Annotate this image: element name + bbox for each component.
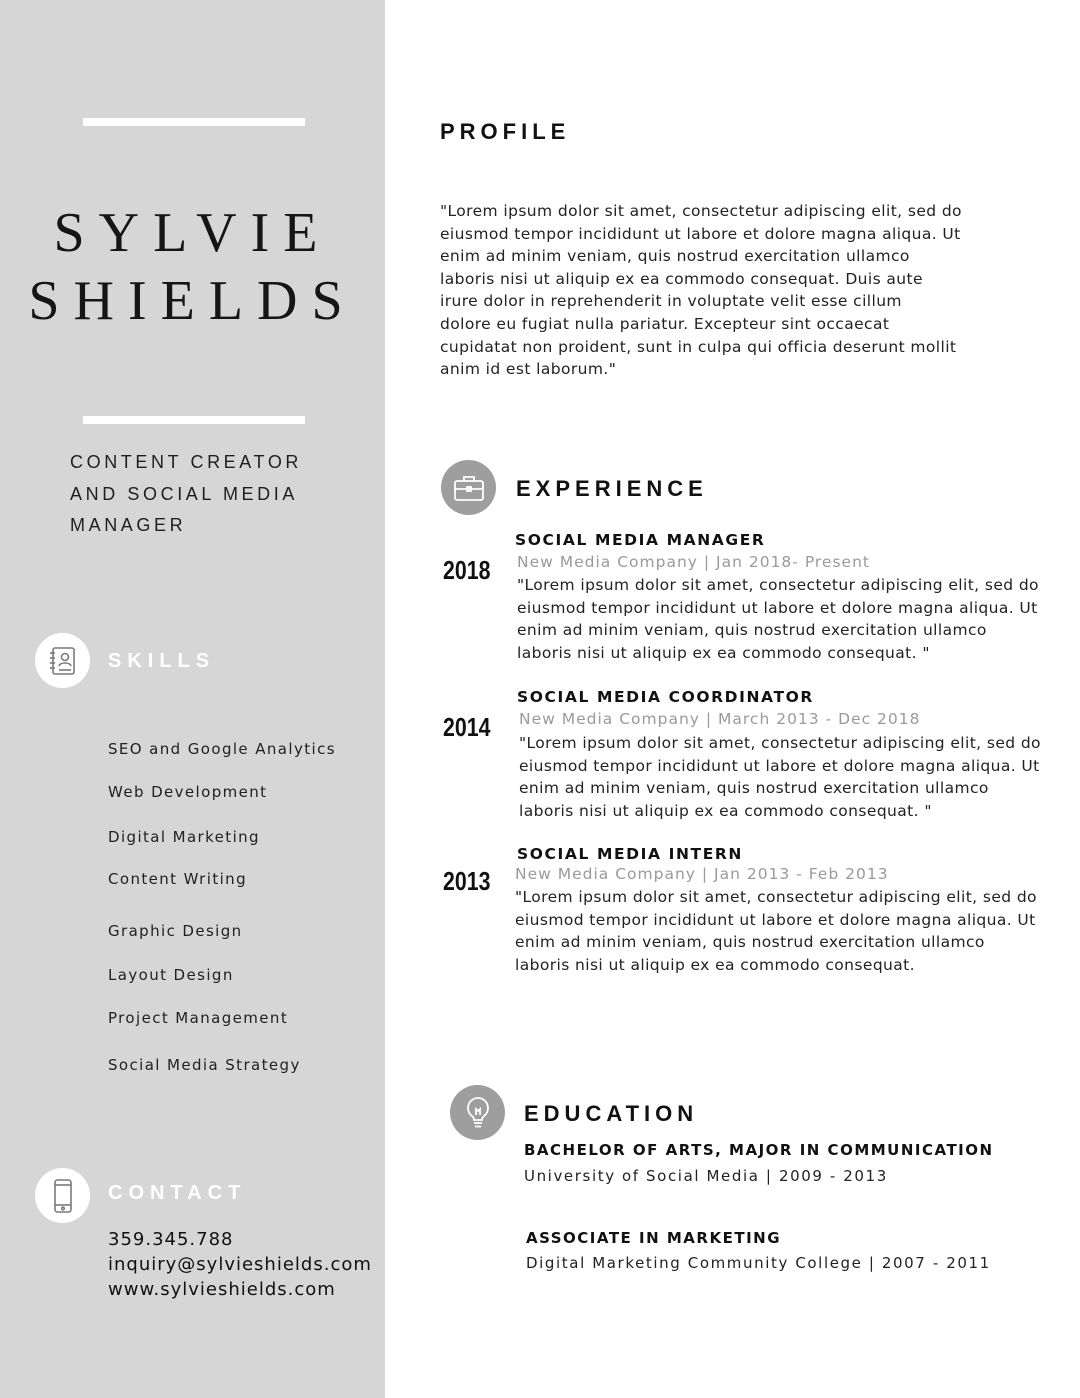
job-line: enim ad minim veniam, quis nostrud exercitation ullamco [515, 933, 985, 952]
skill-item: Content Writing [108, 870, 247, 888]
profile-heading: PROFILE [440, 119, 571, 144]
top-divider [83, 118, 305, 126]
skill-item: Layout Design [108, 966, 234, 984]
job-meta: New Media Company | March 2013 - Dec 2018 [519, 710, 921, 728]
job-year: 2014 [443, 712, 491, 742]
briefcase-icon [441, 460, 496, 515]
profile-line: anim id est laborum." [440, 360, 617, 379]
education-heading: EDUCATION [524, 1101, 699, 1126]
sidebar [0, 0, 385, 1398]
job-line: eiusmod tempor incididunt ut labore et dolore magna aliqua. Ut [517, 598, 1038, 617]
job-line: "Lorem ipsum dolor sit amet, consectetur adipiscing elit, sed do [515, 888, 1037, 906]
skill-item: Social Media Strategy [108, 1056, 301, 1074]
profile-line: enim ad minim veniam, quis nostrud exercitation ullamco [440, 247, 910, 266]
job-description [515, 886, 1060, 976]
job-role [70, 450, 370, 545]
profile-line: irure dolor in reprehenderit in voluptate velit esse cillum [440, 292, 902, 311]
job-description [517, 574, 1062, 664]
job-line: laboris nisi ut aliquip ex ea commodo consequat. " [517, 643, 930, 662]
degree-title: BACHELOR OF ARTS, MAJOR IN COMMUNICATION [524, 1141, 994, 1159]
profile-line: cupidatat non proident, sunt in culpa qui officia deserunt mollit [440, 337, 957, 356]
job-line: "Lorem ipsum dolor sit amet, consectetur adipiscing elit, sed do [517, 576, 1039, 594]
contact-heading: CONTACT [108, 1182, 247, 1204]
first-name: SYLVIE [53, 202, 332, 264]
contact-phone[interactable]: 359.345.788 [108, 1229, 234, 1250]
skill-item: Project Management [108, 1009, 289, 1027]
job-title: SOCIAL MEDIA COORDINATOR [517, 688, 814, 706]
job-year: 2013 [443, 866, 491, 896]
profile-line: "Lorem ipsum dolor sit amet, consectetur adipiscing elit, sed do [440, 202, 962, 220]
last-name: SHIELDS [28, 270, 357, 332]
phone-icon [35, 1168, 90, 1223]
role-line: MANAGER [70, 515, 187, 535]
notebook-icon [35, 633, 90, 688]
degree-title: ASSOCIATE IN MARKETING [526, 1229, 782, 1247]
job-line: "Lorem ipsum dolor sit amet, consectetur adipiscing elit, sed do [519, 734, 1041, 752]
contact-email[interactable]: inquiry@sylvieshields.com [108, 1254, 372, 1275]
job-title: SOCIAL MEDIA MANAGER [515, 531, 766, 549]
job-line: enim ad minim veniam, quis nostrud exercitation ullamco [517, 621, 987, 640]
job-meta: New Media Company | Jan 2013 - Feb 2013 [515, 865, 889, 883]
bottom-divider [83, 416, 305, 424]
degree-school: Digital Marketing Community College | 2007 - 2011 [526, 1254, 991, 1272]
job-year: 2018 [443, 555, 491, 585]
skills-heading: SKILLS [108, 650, 216, 672]
job-title: SOCIAL MEDIA INTERN [517, 845, 743, 863]
experience-heading: EXPERIENCE [516, 476, 708, 501]
job-line: eiusmod tempor incididunt ut labore et dolore magna aliqua. Ut [519, 756, 1040, 775]
job-description [519, 732, 1064, 822]
lightbulb-icon [450, 1085, 505, 1140]
profile-text [440, 200, 1000, 381]
job-line: eiusmod tempor incididunt ut labore et dolore magna aliqua. Ut [515, 910, 1036, 929]
skill-item: Web Development [108, 783, 268, 801]
role-line: CONTENT CREATOR [70, 452, 303, 472]
contact-website[interactable]: www.sylvieshields.com [108, 1279, 336, 1300]
profile-line: eiusmod tempor incididunt ut labore et dolore magna aliqua. Ut [440, 224, 961, 243]
skill-item: Digital Marketing [108, 828, 260, 846]
skill-item: Graphic Design [108, 922, 243, 940]
profile-line: laboris nisi ut aliquip ex ea commodo consequat. Duis aute [440, 269, 923, 288]
job-line: laboris nisi ut aliquip ex ea commodo consequat. " [519, 801, 932, 820]
job-line: laboris nisi ut aliquip ex ea commodo consequat. [515, 955, 915, 974]
profile-line: dolore eu fugiat nulla pariatur. Excepteur sint occaecat [440, 314, 890, 333]
degree-school: University of Social Media | 2009 - 2013 [524, 1167, 888, 1185]
job-line: enim ad minim veniam, quis nostrud exercitation ullamco [519, 779, 989, 798]
job-meta: New Media Company | Jan 2018- Present [517, 553, 870, 571]
skill-item: SEO and Google Analytics [108, 740, 336, 758]
role-line: AND SOCIAL MEDIA [70, 483, 298, 504]
